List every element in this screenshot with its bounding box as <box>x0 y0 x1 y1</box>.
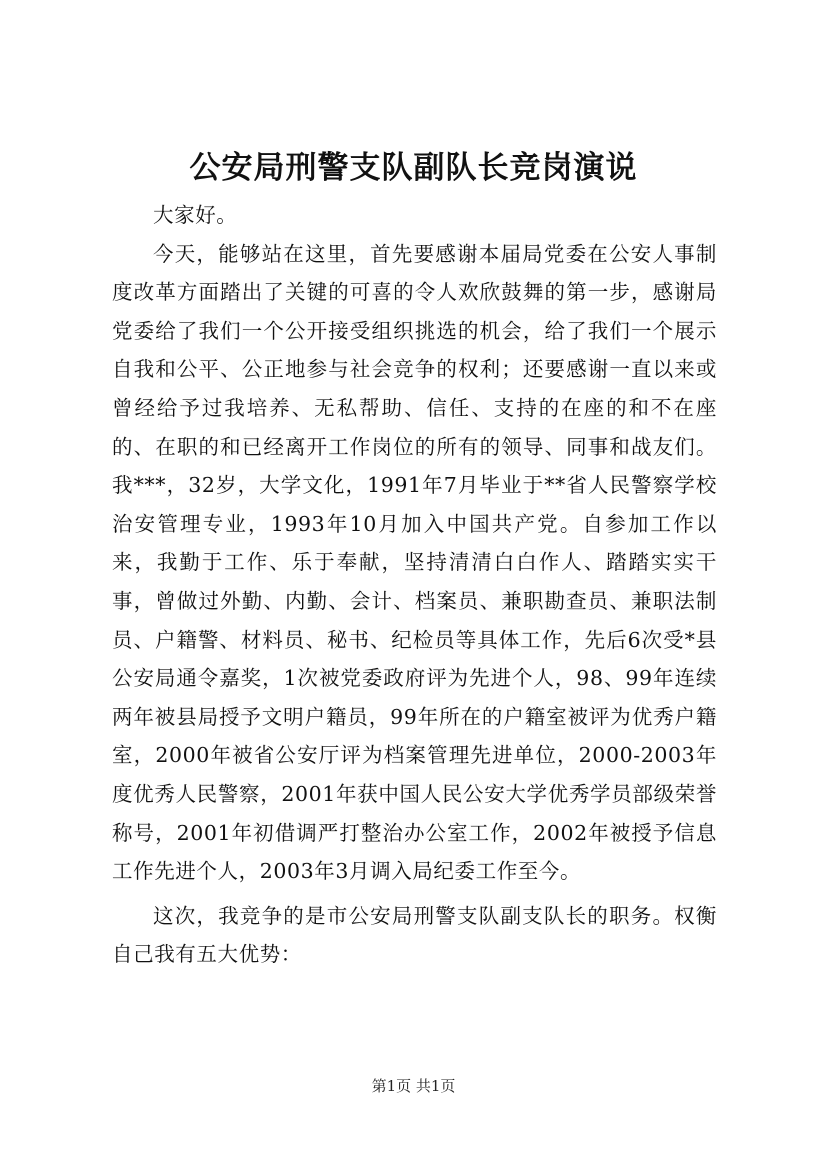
position-paragraph: 这次，我竞争的是市公安局刑警支队副支队长的职务。权衡自己我有五大优势： <box>112 903 717 967</box>
greeting-paragraph: 大家好。 <box>153 203 238 227</box>
document-body <box>112 196 717 974</box>
document-title: 公安局刑警支队副队长竞岗演说 <box>189 150 638 186</box>
page-number-footer: 第1页 共1页 <box>371 1077 456 1095</box>
introduction-paragraph: 今天，能够站在这里，首先要感谢本届局党委在公安人事制度改革方面踏出了关键的可喜的令人欢欣鼓舞的第一步，感谢局党委给了我们一个公开接受组织挑选的机会，给了我们一个展示自我和公平、公正地参与社会竞争的权利；还要感谢一直以来或曾经给予过我培养、无私帮助、信任、支持的在座的和不在座的、在职的和已经离开工作岗位的所有的领导、同事和战友们。我***，32岁，大学文化，1991年7月毕业于**省人民警察学校治安管理专业，1993年10月加入中国共产党。自参加工作以来，我勤于工作、乐于奉献，坚持清清白白作人、踏踏实实干事，曾做过外勤、内勤、会计、档案员、兼职勘查员、兼职法制员、户籍警、材料员、秘书、纪检员等具体工作，先后6次受*县公安局通令嘉奖，1次被党委政府评为先进个人，98、99年连续两年被县局授予文明户籍员，99年所在的户籍室被评为优秀户籍室，2000年被省公安厅评为档案管理先进单位，2000-2003年度优秀人民警察，2001年获中国人民公安大学优秀学员部级荣誉称号，2001年初借调严打整治办公室工作，2002年被授予信息工作先进个人，2003年3月调入局纪委工作至今。 <box>112 241 717 884</box>
